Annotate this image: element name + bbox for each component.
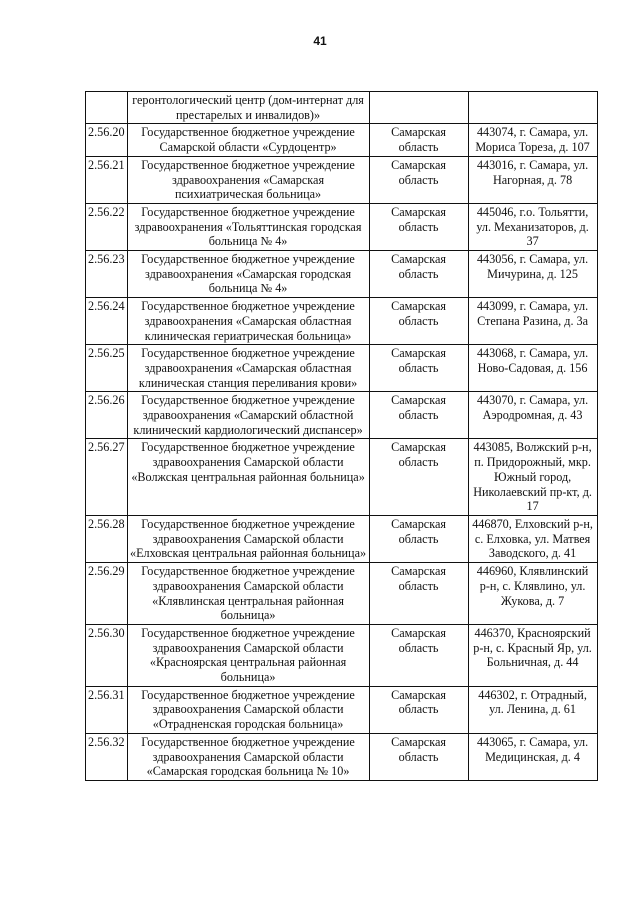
- institution-name: Государственное бюджетное учреждение здравоохранения «Самарская областная клиническая станция переливания крови»: [127, 345, 369, 392]
- address: 446960, Клявлинский р-н, с. Клявлино, ул. Жукова, д. 7: [468, 563, 597, 625]
- table-row: [86, 439, 598, 516]
- address: [468, 92, 597, 124]
- institution-name: Государственное бюджетное учреждение здравоохранения Самарской области «Красноярская центральная районная больница»: [127, 624, 369, 686]
- row-number: 2.56.31: [86, 686, 128, 733]
- row-number: 2.56.23: [86, 251, 128, 298]
- institution-name: Государственное бюджетное учреждение здравоохранения Самарской области «Самарская городская больница № 10»: [127, 733, 369, 780]
- table-row: [86, 345, 598, 392]
- institution-name: Государственное бюджетное учреждение здравоохранения «Самарская областная клиническая гериатрическая больница»: [127, 298, 369, 345]
- address: 443068, г. Самара, ул. Ново-Садовая, д. 156: [468, 345, 597, 392]
- table-row: [86, 92, 598, 124]
- row-number: 2.56.25: [86, 345, 128, 392]
- institution-name: Государственное бюджетное учреждение здравоохранения Самарской области «Клявлинская центральная районная больница»: [127, 563, 369, 625]
- row-number: 2.56.27: [86, 439, 128, 516]
- row-number: 2.56.22: [86, 203, 128, 250]
- table-row: [86, 686, 598, 733]
- region: Самарская область: [369, 733, 468, 780]
- address: 446370, Красноярский р-н, с. Красный Яр, ул. Больничная, д. 44: [468, 624, 597, 686]
- institution-name: Государственное бюджетное учреждение здравоохранения «Самарская психиатрическая больница»: [127, 156, 369, 203]
- region: Самарская область: [369, 624, 468, 686]
- table-row: [86, 124, 598, 156]
- table-row: [86, 251, 598, 298]
- address: 443085, Волжский р-н, п. Придорожный, мкр. Южный город, Николаевский пр-кт, д. 17: [468, 439, 597, 516]
- region: Самарская область: [369, 439, 468, 516]
- address: 443065, г. Самара, ул. Медицинская, д. 4: [468, 733, 597, 780]
- region: Самарская область: [369, 203, 468, 250]
- table-row: [86, 733, 598, 780]
- institution-name: геронтологический центр (дом-интернат для престарелых и инвалидов)»: [127, 92, 369, 124]
- address: 445046, г.о. Тольятти, ул. Механизаторов, д. 37: [468, 203, 597, 250]
- row-number: 2.56.30: [86, 624, 128, 686]
- region: Самарская область: [369, 298, 468, 345]
- table-row: [86, 156, 598, 203]
- institution-name: Государственное бюджетное учреждение здравоохранения «Самарская городская больница № 4»: [127, 251, 369, 298]
- institution-name: Государственное бюджетное учреждение здравоохранения Самарской области «Елховская центральная районная больница»: [127, 515, 369, 562]
- table-row: [86, 563, 598, 625]
- address: 446870, Елховский р-н, с. Елховка, ул. Матвея Заводского, д. 41: [468, 515, 597, 562]
- address: 443056, г. Самара, ул. Мичурина, д. 125: [468, 251, 597, 298]
- institution-name: Государственное бюджетное учреждение здравоохранения Самарской области «Отрадненская городская больница»: [127, 686, 369, 733]
- region: Самарская область: [369, 563, 468, 625]
- institutions-table: [85, 91, 598, 781]
- address: 443070, г. Самара, ул. Аэродромная, д. 43: [468, 392, 597, 439]
- table-row: [86, 515, 598, 562]
- table-row: [86, 624, 598, 686]
- table-row: [86, 298, 598, 345]
- address: 443074, г. Самара, ул. Мориса Тореза, д. 107: [468, 124, 597, 156]
- page-number: 41: [313, 34, 327, 48]
- row-number: 2.56.32: [86, 733, 128, 780]
- institutions-table-body: [86, 92, 598, 781]
- row-number: 2.56.29: [86, 563, 128, 625]
- address: 443099, г. Самара, ул. Степана Разина, д. 3а: [468, 298, 597, 345]
- institution-name: Государственное бюджетное учреждение здравоохранения «Самарский областной клинический кардиологический диспансер»: [127, 392, 369, 439]
- region: Самарская область: [369, 392, 468, 439]
- region: Самарская область: [369, 686, 468, 733]
- region: Самарская область: [369, 251, 468, 298]
- row-number: 2.56.28: [86, 515, 128, 562]
- region: Самарская область: [369, 156, 468, 203]
- address: 446302, г. Отрадный, ул. Ленина, д. 61: [468, 686, 597, 733]
- region: Самарская область: [369, 345, 468, 392]
- row-number: 2.56.24: [86, 298, 128, 345]
- region: [369, 92, 468, 124]
- institution-name: Государственное бюджетное учреждение здравоохранения Самарской области «Волжская центральная районная больница»: [127, 439, 369, 516]
- row-number: [86, 92, 128, 124]
- region: Самарская область: [369, 124, 468, 156]
- row-number: 2.56.21: [86, 156, 128, 203]
- row-number: 2.56.20: [86, 124, 128, 156]
- institution-name: Государственное бюджетное учреждение здравоохранения «Тольяттинская городская больница № 4»: [127, 203, 369, 250]
- table-row: [86, 203, 598, 250]
- row-number: 2.56.26: [86, 392, 128, 439]
- address: 443016, г. Самара, ул. Нагорная, д. 78: [468, 156, 597, 203]
- table-row: [86, 392, 598, 439]
- institution-name: Государственное бюджетное учреждение Самарской области «Сурдоцентр»: [127, 124, 369, 156]
- region: Самарская область: [369, 515, 468, 562]
